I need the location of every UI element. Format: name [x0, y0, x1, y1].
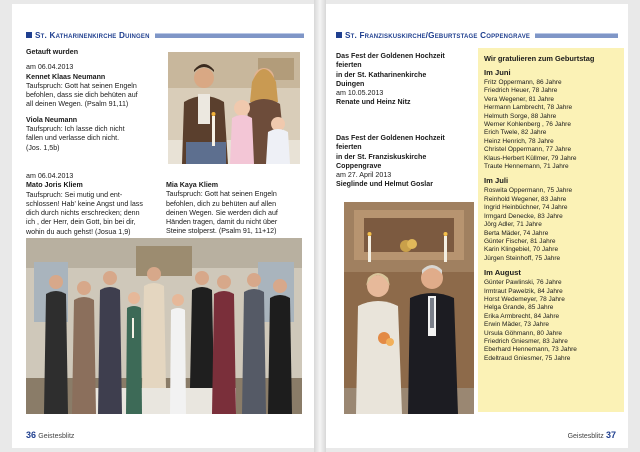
- anniversary-title-line: Das Fest der Goldenen Hochzeit: [336, 52, 445, 60]
- baptism-verse-line: Taufspruch: Gott hat seinen Engeln: [26, 81, 137, 90]
- right-footer: [568, 430, 616, 440]
- birthday-entry: Günter Pawlinski, 76 Jahre: [484, 279, 562, 287]
- birthday-entry: Berta Mäder, 74 Jahre: [484, 229, 549, 237]
- birthday-entry: Hermann Lambrecht, 78 Jahre: [484, 104, 573, 112]
- baptism-verse-line: Händen tragen, damit du nicht über: [166, 218, 278, 227]
- birthday-entry: Karin Klingebiel, 70 Jahre: [484, 246, 559, 254]
- baptism-name: Mato Joris Kliem: [26, 181, 83, 190]
- anniversary-date: am 27. April 2013: [336, 171, 392, 180]
- section-title: Getauft wurden: [26, 48, 79, 56]
- baptism-verse-line: Taufspruch: Ich lasse dich nicht: [26, 125, 125, 134]
- birthday-entry: Edeltraud Gniesmer, 75 Jahre: [484, 354, 571, 362]
- anniversary-title-line: feierten: [336, 61, 362, 70]
- left-header-title: St. Katharinenkirche Duingen: [35, 30, 150, 40]
- anniversary-names: Sieglinde und Helmut Goslar: [336, 180, 433, 189]
- baptism-date: am 06.04.2013: [26, 172, 74, 180]
- baptism-name: Viola Neumann: [26, 115, 78, 124]
- month-heading-july: Im Juli: [484, 176, 509, 186]
- birthday-box: [478, 48, 624, 412]
- birthday-entry: Werner Kohlenberg , 76 Jahre: [484, 121, 571, 129]
- magazine-name: Geistesblitz: [567, 433, 604, 440]
- birthday-title: Wir gratulieren zum Geburtstag: [484, 54, 595, 63]
- right-header: [336, 28, 618, 42]
- birthday-entry: Irmtraut Pawelzik, 84 Jahre: [484, 287, 563, 295]
- birthday-entry: Horst Wedemeyer, 78 Jahre: [484, 295, 565, 303]
- golden-wedding-2: [336, 134, 476, 190]
- birthday-entry: Reinhold Wegener, 83 Jahre: [484, 195, 567, 203]
- header-rule: [155, 33, 304, 38]
- birthday-entry: Fritz Oppermann, 86 Jahre: [484, 79, 562, 86]
- month-heading-june: Im Juni: [484, 68, 511, 77]
- header-square-icon: [336, 32, 342, 38]
- birthday-entry: Ingrid Heinbüchner, 74 Jahre: [484, 204, 568, 212]
- anniversary-title-line: Das Fest der Goldenen Hochzeit: [336, 134, 445, 142]
- baptism-verse-line: Taufspruch: Gott hat seinen Engeln: [166, 190, 277, 199]
- group-photo: [26, 238, 302, 414]
- month-heading-august: Im August: [484, 268, 521, 278]
- baptism-verse-line: wohin du auch gehst! (Josua 1,9): [26, 227, 131, 236]
- birthday-entry: Klaus-Herbert Küllmer, 79 Jahre: [484, 154, 577, 162]
- left-page: [12, 4, 314, 448]
- baptism-name: Mia Kaya Kliem: [166, 181, 219, 189]
- anniversary-title-line: in der St. Katharinenkirche: [336, 70, 427, 79]
- baptism-column-1: [26, 48, 176, 153]
- birthday-entry: Jörg Adler, 71 Jahre: [484, 221, 542, 229]
- left-footer: [26, 430, 74, 440]
- left-header: [26, 28, 304, 42]
- baptism-verse-line: schlossen! Hab' keine Angst und lass: [26, 199, 143, 208]
- anniversary-title-line: feierten: [336, 143, 362, 152]
- birthday-entry: Helmuth Sorge, 88 Jahre: [484, 112, 557, 120]
- birthday-entry: Friedrich Heuer, 78 Jahre: [484, 87, 558, 95]
- page-number: 36: [26, 430, 37, 440]
- page-number: 37: [605, 430, 616, 440]
- baptism-verse-line: fallen und verlasse dich nicht.: [26, 134, 120, 143]
- baptism-verse-line: befohlen, dass sie dich behüten auf: [26, 91, 138, 100]
- birthday-entry: Erika Armbrecht, 84 Jahre: [484, 312, 560, 320]
- baptism-verse-line: deinen Wegen. Sie werden dich auf: [166, 208, 278, 217]
- header-square-icon: [26, 32, 32, 38]
- book-spine: [314, 0, 326, 452]
- couple-photo: [344, 202, 474, 414]
- baptism-mia: [166, 181, 312, 237]
- family-photo: [168, 52, 300, 164]
- right-header-title: St. Franziskuskirche/Geburtstage Coppengrave: [345, 30, 531, 40]
- birthday-entry: Helga Grande, 85 Jahre: [484, 304, 554, 312]
- golden-wedding-1: [336, 52, 476, 108]
- birthday-entry: Ursula Göhmann, 80 Jahre: [484, 329, 563, 337]
- magazine-name: Geistesblitz: [38, 433, 75, 440]
- baptism-name: Kennet Klaas Neumann: [26, 72, 106, 81]
- birthday-entry: Roswita Oppermann, 75 Jahre: [484, 187, 573, 195]
- birthday-entry: Irmgard Denecke, 83 Jahre: [484, 212, 563, 220]
- anniversary-title-line: Coppengrave: [336, 161, 382, 170]
- right-page: [326, 4, 628, 448]
- birthday-entry: Traute Hennemann, 71 Jahre: [484, 163, 569, 171]
- birthday-entry: Erich Twele, 82 Jahre: [484, 129, 547, 137]
- anniversary-names: Renate und Heinz Nitz: [336, 98, 411, 107]
- baptism-mato: [26, 172, 166, 237]
- birthday-entry: Günter Fischer, 81 Jahre: [484, 237, 556, 245]
- baptism-verse-line: all deinen Wegen. (Psalm 91,11): [26, 100, 129, 109]
- anniversary-date: am 10.05.2013: [336, 89, 384, 98]
- birthday-entry: Christel Oppermann, 77 Jahre: [484, 146, 572, 154]
- baptism-verse-line: (Jos. 1,5b): [26, 143, 60, 152]
- header-rule: [535, 33, 618, 38]
- baptism-verse-line: dich durch nichts erschrecken; denn: [26, 209, 140, 218]
- birthday-entry: Heinz Henrich, 78 Jahre: [484, 137, 554, 145]
- baptism-verse-line: Steine stolperst. (Psalm 91, 11+12): [166, 227, 277, 236]
- baptism-verse-line: Taufspruch: Sei mutig und ent-: [26, 190, 123, 199]
- birthday-entry: Eberhard Hennemann, 73 Jahre: [484, 346, 577, 354]
- birthday-entry: Vera Wegener, 81 Jahre: [484, 95, 554, 103]
- anniversary-title-line: Duingen: [336, 79, 365, 88]
- birthday-entry: Friedrich Gniesmer, 83 Jahre: [484, 337, 568, 345]
- baptism-date: am 06.04.2013: [26, 63, 74, 72]
- anniversary-title-line: in der St. Franziskuskirche: [336, 152, 427, 161]
- birthday-entry: Erwin Mäder, 73 Jahre: [484, 321, 550, 329]
- birthday-entry: Jürgen Steinhoff, 75 Jahre: [484, 254, 561, 262]
- baptism-verse-line: befohlen, dich zu behüten auf allen: [166, 199, 277, 208]
- baptism-verse-line: ich , der Herr, dein Gott, bin bei dir,: [26, 218, 136, 227]
